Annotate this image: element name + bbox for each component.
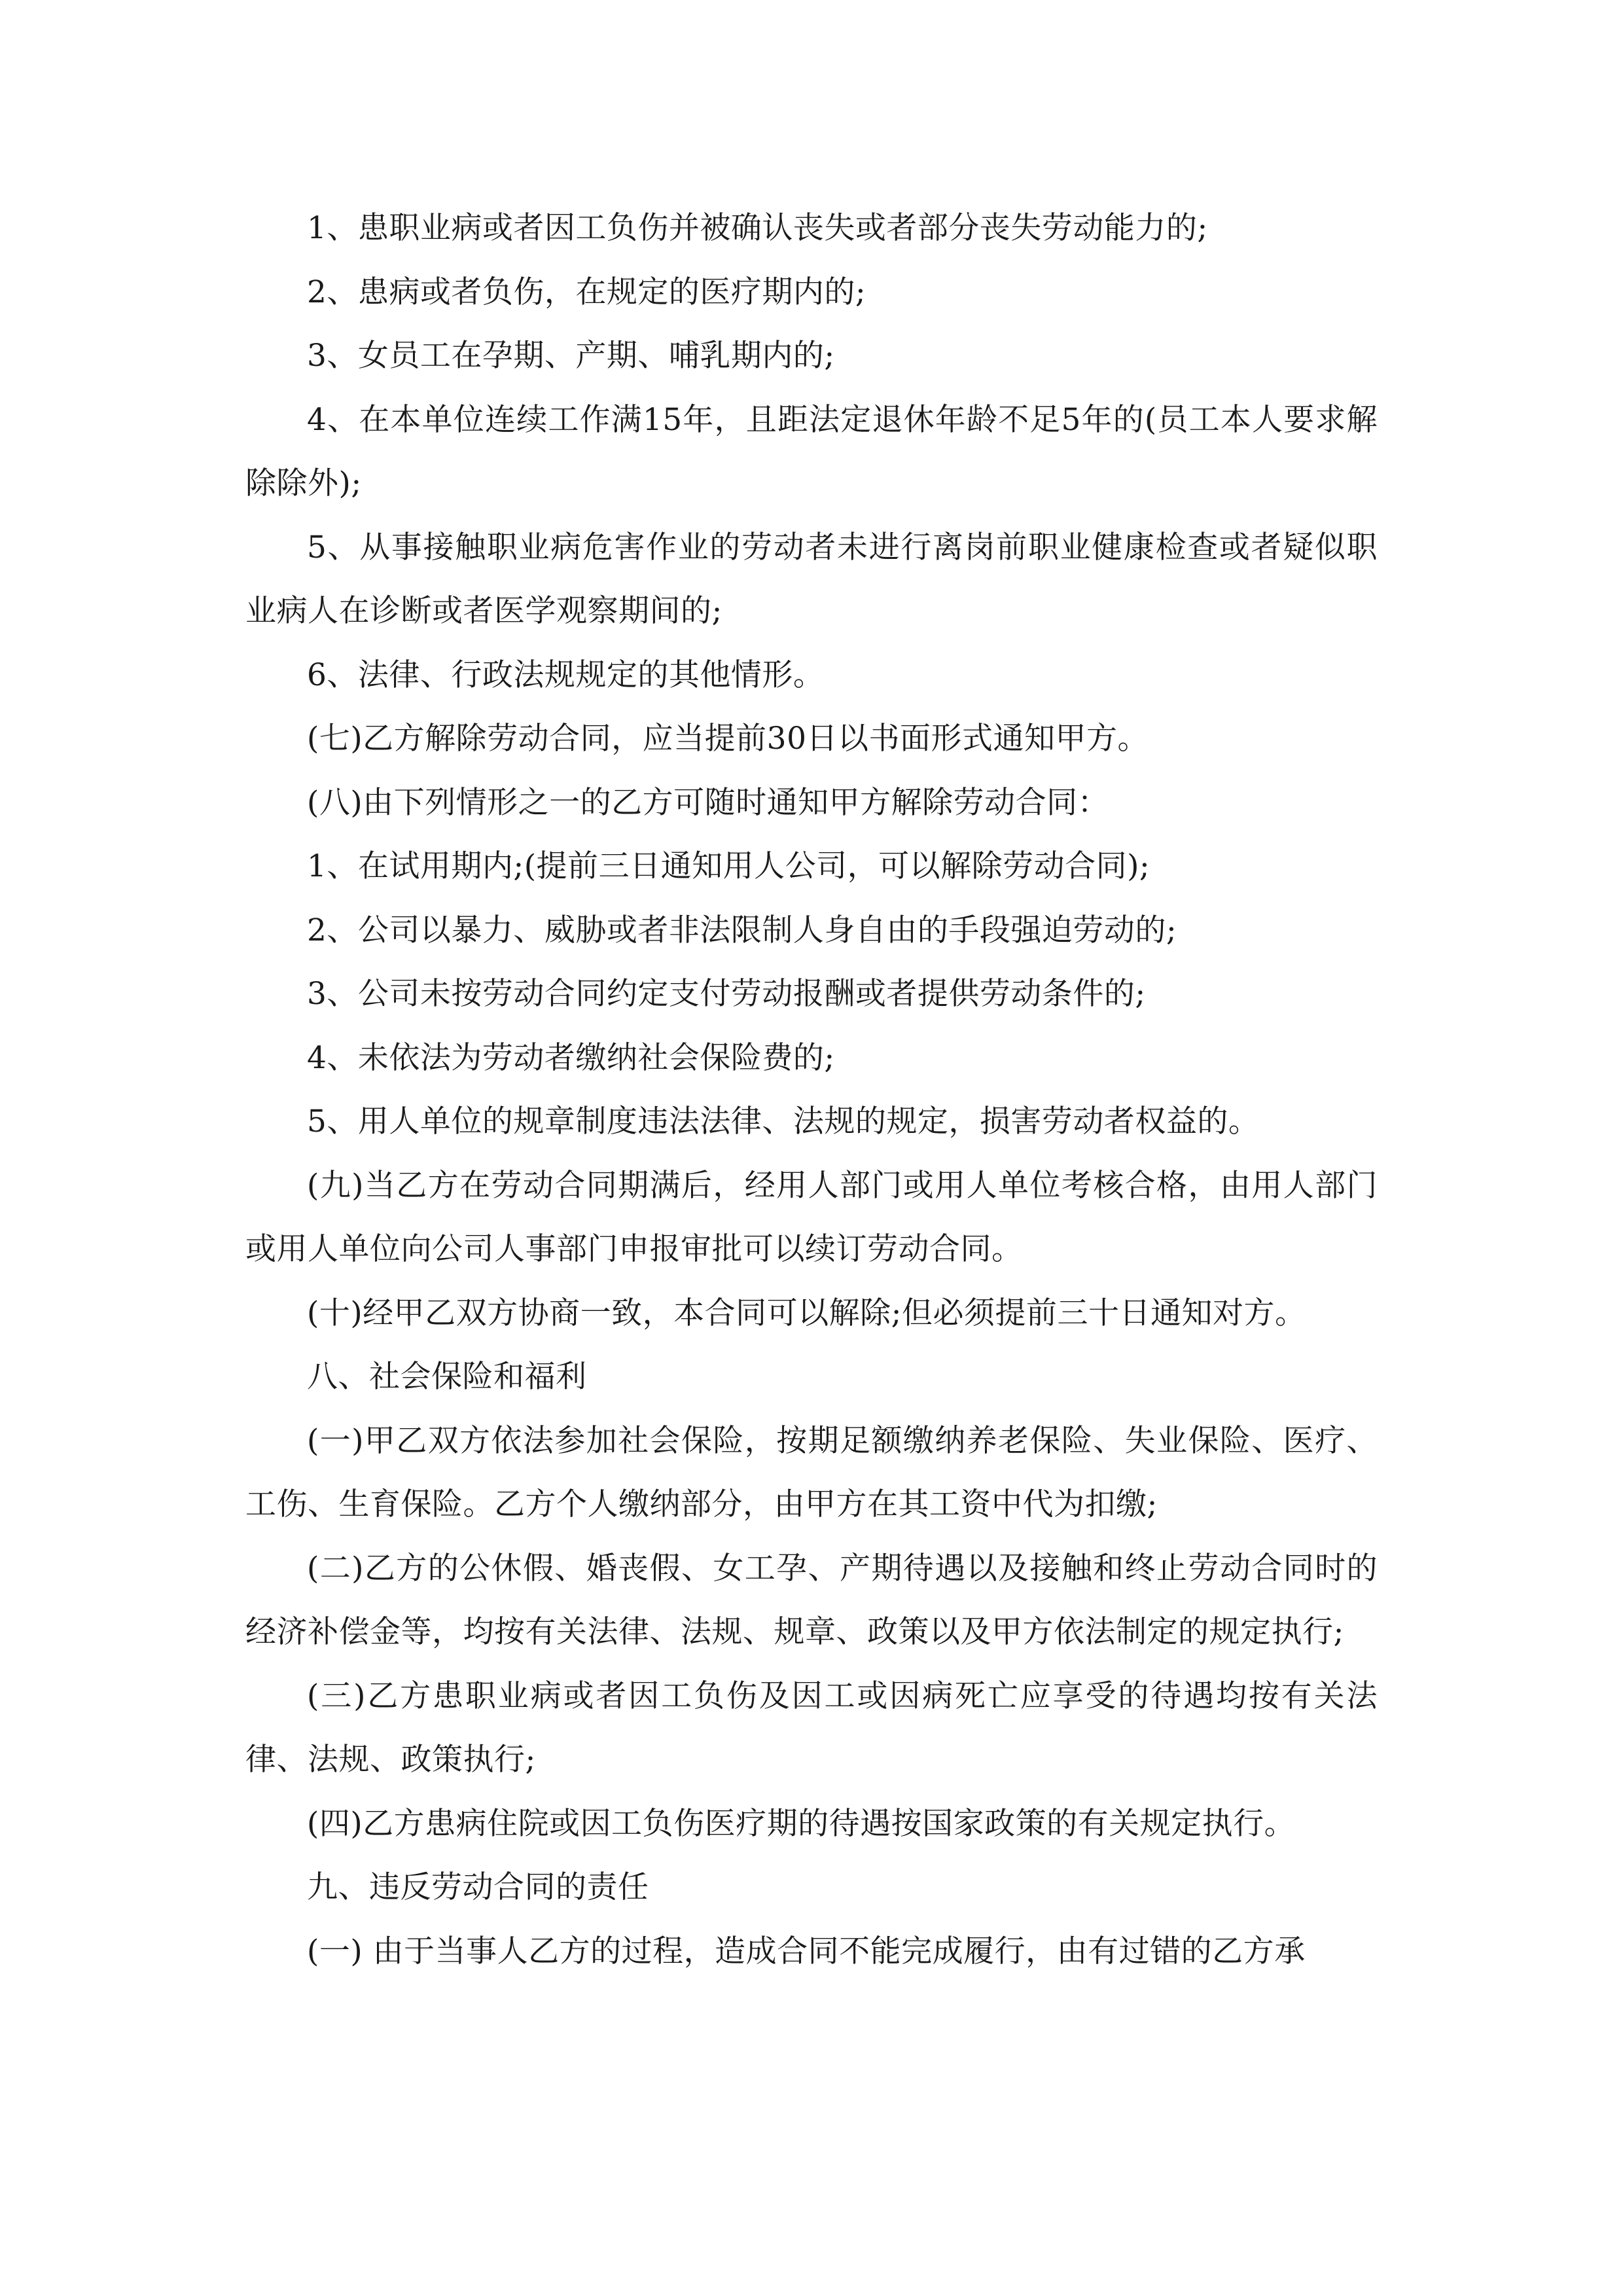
paragraph: 3、女员工在孕期、产期、哺乳期内的; — [307, 338, 835, 374]
section-heading: 八、社会保险和福利 — [307, 1359, 587, 1395]
paragraph: 1、患职业病或者因工负伤并被确认丧失或者部分丧失劳动能力的; — [307, 210, 1208, 246]
paragraph: (八)由下列情形之一的乙方可随时通知甲方解除劳动合同： — [307, 784, 1109, 821]
section-heading: 九、违反劳动合同的责任 — [307, 1869, 649, 1905]
paragraph: (三)乙方患职业病或者因工负伤及因工或因病死亡应享受的待遇均按有关法律、法规、政策执行; — [245, 1677, 1378, 1778]
paragraph: 4、在本单位连续工作满15年，且距法定退休年龄不足5年的(员工本人要求解除除外); — [245, 401, 1378, 501]
paragraph: 2、患病或者负伤，在规定的医疗期内的; — [307, 274, 866, 310]
paragraph: (一)甲乙双方依法参加社会保险，按期足额缴纳养老保险、失业保险、医疗、工伤、生育保险。乙方个人缴纳部分，由甲方在其工资中代为扣缴; — [245, 1422, 1378, 1522]
paragraph: (四)乙方患病住院或因工负伤医疗期的待遇按国家政策的有关规定执行。 — [307, 1805, 1296, 1842]
document-body — [245, 196, 1378, 1983]
paragraph: (二)乙方的公休假、婚丧假、女工孕、产期待遇以及接触和终止劳动合同时的经济补偿金等，均按有关法律、法规、规章、政策以及甲方依法制定的规定执行; — [245, 1550, 1378, 1650]
paragraph: 5、用人单位的规章制度违法法律、法规的规定，损害劳动者权益的。 — [307, 1103, 1260, 1139]
paragraph: 4、未依法为劳动者缴纳社会保险费的; — [307, 1039, 835, 1076]
paragraph: 6、法律、行政法规规定的其他情形。 — [307, 656, 825, 693]
paragraph: (一) 由于当事人乙方的过程，造成合同不能完成履行，由有过错的乙方承 — [307, 1933, 1306, 1969]
paragraph: 5、从事接触职业病危害作业的劳动者未进行离岗前职业健康检查或者疑似职业病人在诊断或者医学观察期间的; — [245, 529, 1378, 629]
paragraph: 3、公司未按劳动合同约定支付劳动报酬或者提供劳动条件的; — [307, 976, 1146, 1012]
paragraph: (七)乙方解除劳动合同，应当提前30日以书面形式通知甲方。 — [307, 721, 1149, 757]
paragraph: (十)经甲乙双方协商一致，本合同可以解除;但必须提前三十日通知对方。 — [307, 1295, 1306, 1331]
paragraph: 2、公司以暴力、威胁或者非法限制人身自由的手段强迫劳动的; — [307, 912, 1177, 948]
paragraph: (九)当乙方在劳动合同期满后，经用人部门或用人单位考核合格，由用人部门或用人单位向公司人事部门申报审批可以续订劳动合同。 — [245, 1167, 1378, 1267]
paragraph: 1、在试用期内;(提前三日通知用人公司，可以解除劳动合同); — [307, 848, 1150, 884]
